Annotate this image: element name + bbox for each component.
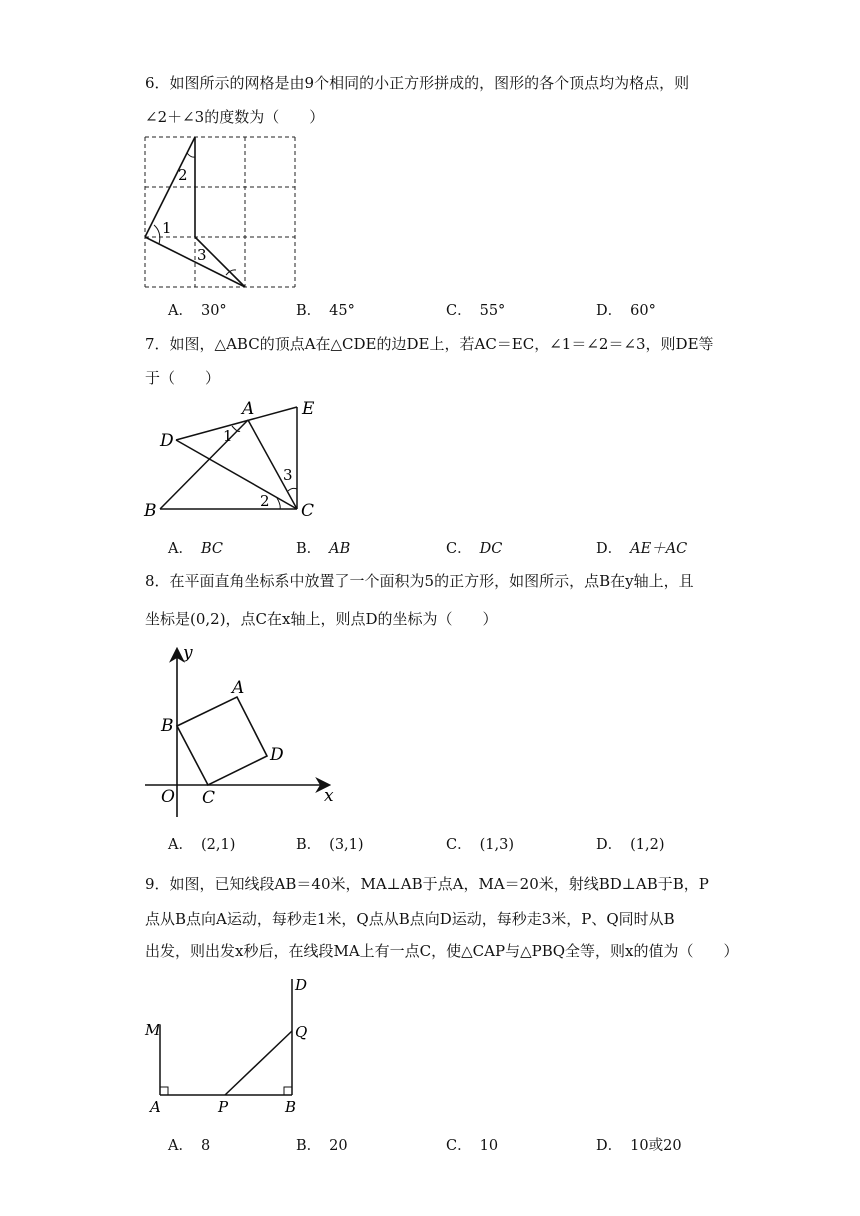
q8-coordinate-figure xyxy=(140,642,350,820)
q8-y-label: y xyxy=(183,643,193,663)
q6-stem-line1: 6．如图所示的网格是由9个相同的小正方形拼成的，图形的各个顶点均为格点，则 xyxy=(145,74,690,92)
q7-option-b[interactable] xyxy=(296,537,350,558)
option-text: (1,3) xyxy=(479,837,514,853)
option-text: 10 xyxy=(479,1138,499,1154)
q9-point-b: B xyxy=(285,1098,297,1116)
option-label: C． xyxy=(446,541,472,557)
q8-point-b: B xyxy=(161,716,174,736)
q9-option-c[interactable] xyxy=(446,1134,498,1155)
option-text: (1,2) xyxy=(630,837,665,853)
q7-option-d[interactable] xyxy=(596,537,687,558)
option-text: 30° xyxy=(200,303,227,319)
q6-angle-label-1: 1 xyxy=(162,219,172,237)
option-label: C． xyxy=(446,837,472,853)
q6-stem-line2: ∠2＋∠3的度数为（ ） xyxy=(145,108,325,126)
option-label: A． xyxy=(168,1138,193,1154)
q6-option-c[interactable] xyxy=(446,299,505,320)
option-text: 45° xyxy=(329,303,355,319)
q9-option-b[interactable] xyxy=(296,1134,348,1155)
option-label: D． xyxy=(596,541,623,557)
q7-point-b: B xyxy=(144,501,157,521)
q8-point-c: C xyxy=(202,788,216,808)
q7-triangle-figure xyxy=(140,392,330,524)
q6-angle-label-3: 3 xyxy=(197,246,207,264)
option-label: D． xyxy=(596,303,623,319)
q8-x-label: x xyxy=(324,786,334,806)
option-label: D． xyxy=(596,1138,623,1154)
q7-angle-label-1: 1 xyxy=(223,427,233,445)
q7-angle-label-3: 3 xyxy=(283,466,293,484)
q9-point-q: Q xyxy=(295,1023,308,1041)
option-text: 10或20 xyxy=(630,1138,682,1154)
q7-point-a: A xyxy=(242,399,255,419)
q9-segment-figure xyxy=(140,973,330,1123)
option-text: 60° xyxy=(630,303,656,319)
q9-option-d[interactable] xyxy=(596,1134,682,1155)
option-label: C． xyxy=(446,1138,472,1154)
option-text: (3,1) xyxy=(329,837,364,853)
q6-grid-figure xyxy=(140,130,305,292)
option-label: B． xyxy=(296,303,322,319)
q8-point-a: A xyxy=(232,678,245,698)
option-label: B． xyxy=(296,837,322,853)
q9-point-p: P xyxy=(218,1098,229,1116)
option-label: B． xyxy=(296,541,322,557)
q7-point-c: C xyxy=(301,501,315,521)
option-label: D． xyxy=(596,837,623,853)
option-label: A． xyxy=(168,541,193,557)
q8-stem-line1: 8．在平面直角坐标系中放置了一个面积为5的正方形，如图所示，点B在y轴上，且 xyxy=(145,572,694,590)
q7-option-c[interactable] xyxy=(446,537,502,558)
option-text: AB xyxy=(329,541,351,557)
option-text: 55° xyxy=(479,303,506,319)
q7-stem-line1: 7．如图，△ABC的顶点A在△CDE的边DE上，若AC＝EC，∠1＝∠2＝∠3，则DE等 xyxy=(145,335,714,353)
q6-option-a[interactable] xyxy=(168,299,227,320)
q6-angle-label-2: 2 xyxy=(178,166,188,184)
q8-stem-line2: 坐标是(0,2)，点C在x轴上，则点D的坐标为（ ） xyxy=(145,610,498,628)
option-text: (2,1) xyxy=(200,837,236,853)
option-text: AE＋AC xyxy=(630,541,688,557)
option-text: 8 xyxy=(200,1138,211,1154)
q8-option-c[interactable] xyxy=(446,833,514,854)
option-text: BC xyxy=(200,541,224,557)
q7-angle-label-2: 2 xyxy=(260,492,270,510)
option-label: A． xyxy=(168,303,193,319)
q9-point-d: D xyxy=(295,976,308,994)
q9-stem-line3: 出发，则出发x秒后，在线段MA上有一点C，使△CAP与△PBQ全等，则x的值为（ ） xyxy=(145,942,739,960)
q8-point-d: D xyxy=(270,745,284,765)
q9-stem-line2: 点从B点向A运动，每秒走1米，Q点从B点向D运动，每秒走3米，P、Q同时从B xyxy=(145,910,675,928)
option-label: A． xyxy=(168,837,193,853)
option-text: DC xyxy=(479,541,503,557)
q8-option-d[interactable] xyxy=(596,833,665,854)
q8-option-b[interactable] xyxy=(296,833,364,854)
option-label: C． xyxy=(446,303,472,319)
q6-option-d[interactable] xyxy=(596,299,656,320)
option-text: 20 xyxy=(329,1138,348,1154)
q9-point-m: M xyxy=(145,1021,161,1039)
q9-point-a: A xyxy=(150,1098,161,1116)
q8-origin-label: O xyxy=(161,787,175,807)
q7-point-d: D xyxy=(160,431,174,451)
q7-option-a[interactable] xyxy=(168,537,223,558)
q8-option-a[interactable] xyxy=(168,833,235,854)
q6-option-b[interactable] xyxy=(296,299,355,320)
q7-stem-line2: 于（ ） xyxy=(145,369,221,387)
option-label: B． xyxy=(296,1138,322,1154)
q9-stem-line1: 9．如图，已知线段AB＝40米，MA⊥AB于点A，MA＝20米，射线BD⊥AB于B，P xyxy=(145,875,709,893)
q7-point-e: E xyxy=(302,399,315,419)
q9-option-a[interactable] xyxy=(168,1134,210,1155)
